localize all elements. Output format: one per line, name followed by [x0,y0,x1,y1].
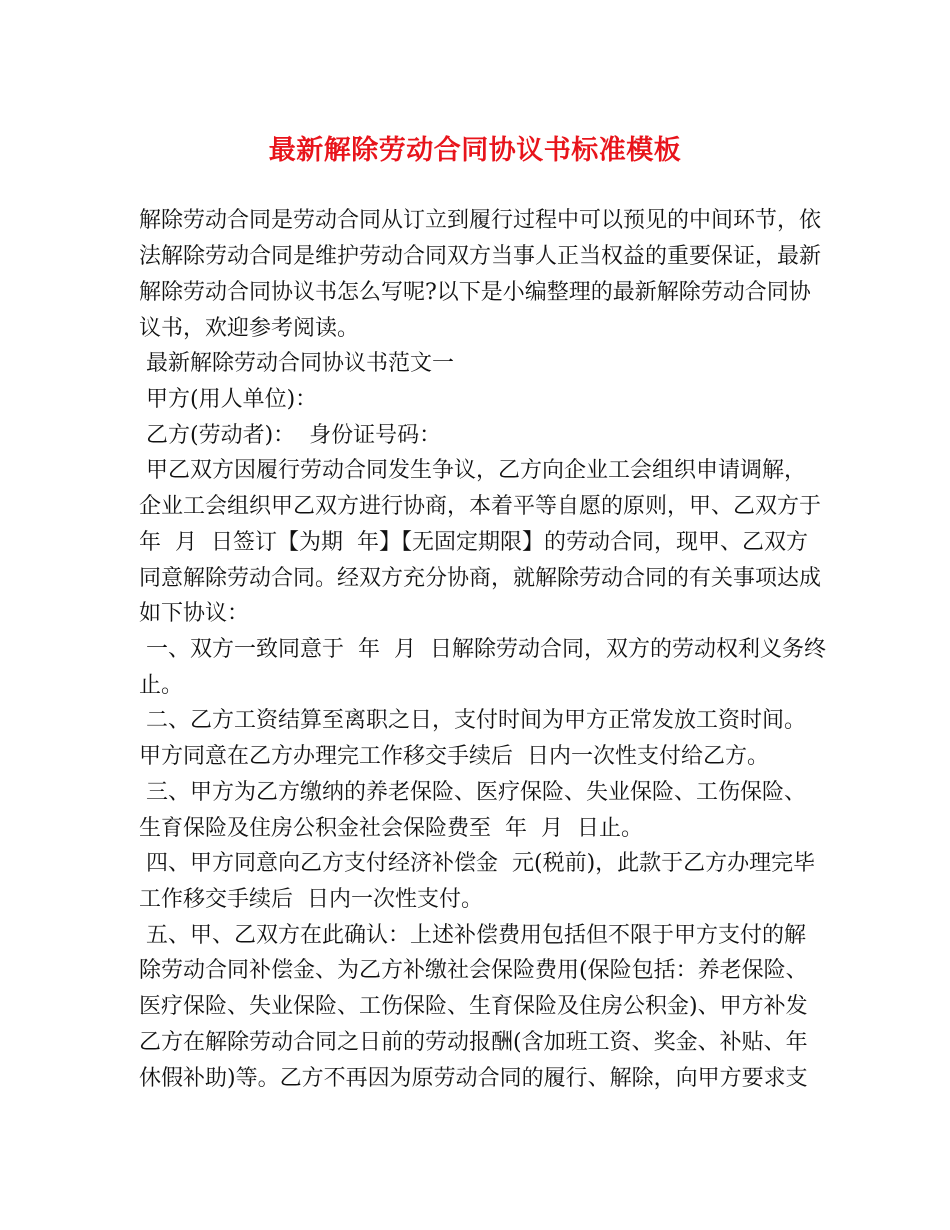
clause-line: 二、乙方工资结算至离职之日，支付时间为甲方正常发放工资时间。 [139,708,806,733]
body-line: 年 月 日签订【为期 年】【无固定期限】的劳动合同，现甲、乙双方 [139,530,808,555]
document-title: 最新解除劳动合同协议书标准模板 [268,135,682,166]
clause-line: 除劳动合同补偿金、为乙方补缴社会保险费用(保险包括：养老保险、 [139,958,808,983]
clause-line: 甲方同意在乙方办理完工作移交手续后 日内一次性支付给乙方。 [139,744,769,769]
clause-line: 休假补助)等。乙方不再因为原劳动合同的履行、解除，向甲方要求支 [139,1066,808,1091]
party-a-line: 甲方(用人单位)： [139,387,318,412]
clause-line: 五、甲、乙双方在此确认：上述补偿费用包括但不限于甲方支付的解 [139,923,806,948]
clause-line: 四、甲方同意向乙方支付经济补偿金 元(税前)，此款于乙方办理完毕 [139,851,816,876]
body-line: 甲乙双方因履行劳动合同发生争议，乙方向企业工会组织申请调解， [139,458,806,483]
body-line: 如下协议： [139,601,250,626]
body-line: 解除劳动合同协议书怎么写呢?以下是小编整理的最新解除劳动合同协 [139,280,811,305]
body-line: 企业工会组织甲乙双方进行协商，本着平等自愿的原则，甲、乙双方于 [139,494,822,519]
clause-line: 三、甲方为乙方缴纳的养老保险、医疗保险、失业保险、工伤保险、 [139,780,806,805]
party-b-line: 乙方(劳动者)： 身份证号码： [139,423,442,448]
clause-line: 医疗保险、失业保险、工伤保险、生育保险及住房公积金)、甲方补发 [139,994,808,1019]
body-line: 解除劳动合同是劳动合同从订立到履行过程中可以预见的中间环节，依 [139,208,822,233]
section-heading: 最新解除劳动合同协议书范文一 [139,351,454,376]
body-line: 同意解除劳动合同。经双方充分协商，就解除劳动合同的有关事项达成 [139,566,822,591]
body-line: 议书，欢迎参考阅读。 [139,316,360,341]
clause-line: 工作移交手续后 日内一次性支付。 [139,887,483,912]
clause-line: 一、双方一致同意于 年 月 日解除劳动合同，双方的劳动权利义务终 [139,637,826,662]
body-line: 法解除劳动合同是维护劳动合同双方当事人正当权益的重要保证，最新 [139,244,822,269]
clause-line: 生育保险及住房公积金社会保险费至 年 月 日止。 [139,816,643,841]
clause-line: 乙方在解除劳动合同之日前的劳动报酬(含加班工资、奖金、补贴、年 [139,1030,808,1055]
clause-line: 止。 [139,673,184,698]
